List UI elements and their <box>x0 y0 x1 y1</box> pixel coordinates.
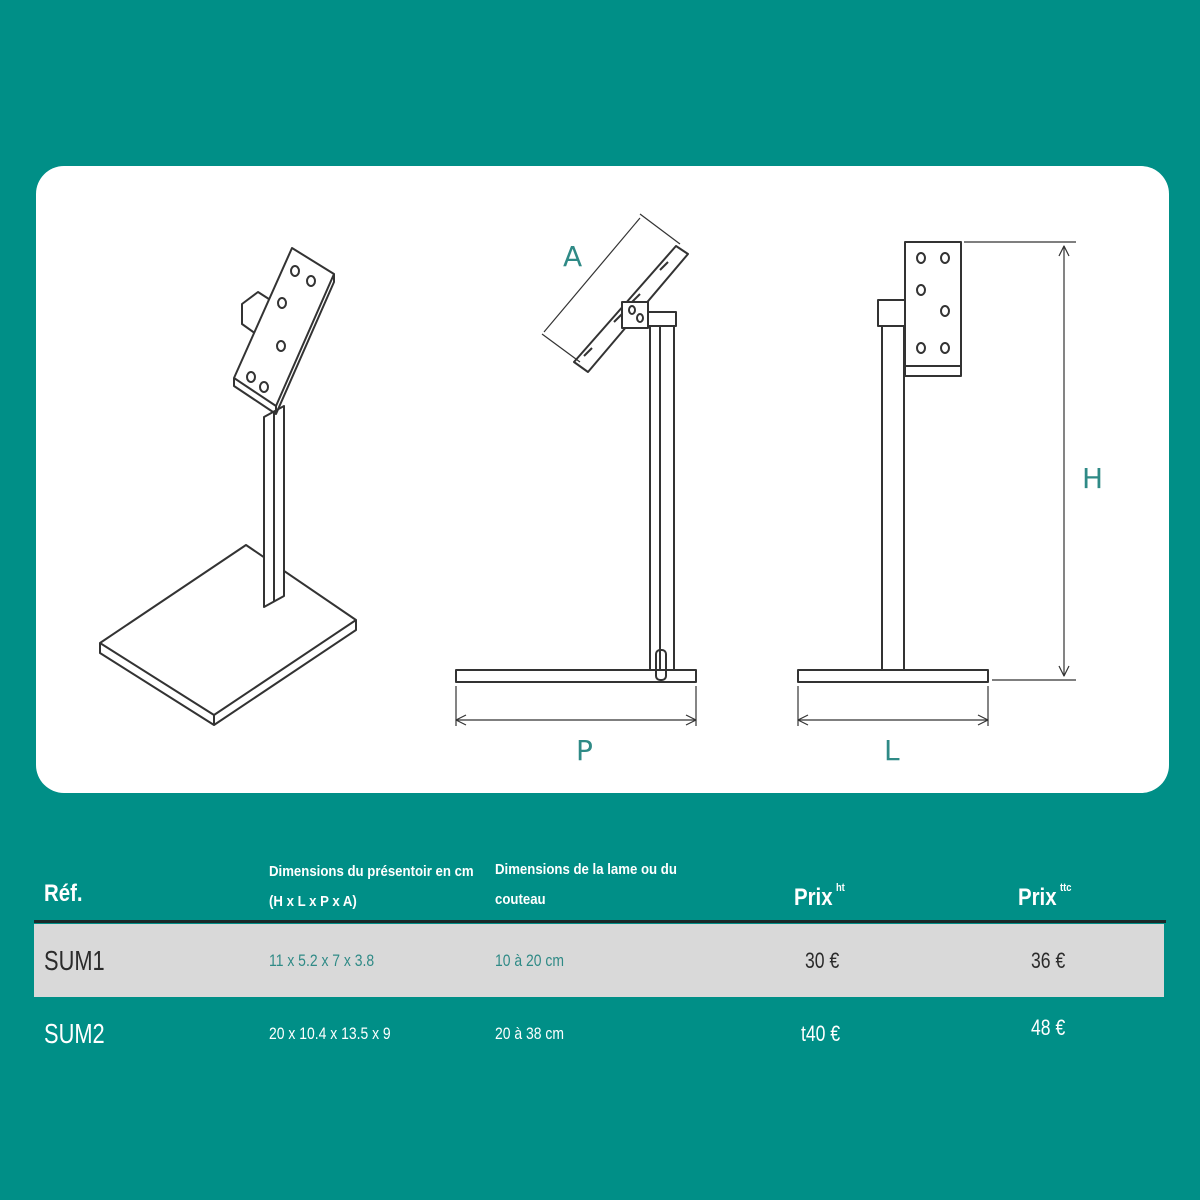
side-view <box>456 214 696 726</box>
header-prix-ttc-sup: ttc <box>1059 882 1072 894</box>
header-blade <box>495 855 677 915</box>
header-prix-ht-label: Prix <box>794 884 833 911</box>
header-prix-ht-sup: ht <box>835 882 845 894</box>
dimension-label-h: H <box>1082 462 1104 495</box>
dimension-label-a: A <box>563 240 583 273</box>
header-prix-ttc-label: Prix <box>1018 884 1057 911</box>
cell-blade: 10 à 20 cm <box>495 951 564 970</box>
price-table <box>0 840 1200 1200</box>
stand-technical-drawing <box>36 166 1169 793</box>
header-blade-line1: Dimensions de la lame ou du <box>495 861 677 878</box>
header-prix-ttc <box>1018 884 1071 912</box>
cell-dimensions: 11 x 5.2 x 7 x 3.8 <box>269 951 375 970</box>
header-dimensions-line2: (H x L x P x A) <box>269 893 357 910</box>
header-divider <box>34 920 1166 923</box>
technical-drawing-card <box>36 166 1169 793</box>
isometric-view <box>100 248 356 725</box>
header-dimensions <box>269 857 474 917</box>
table-row <box>34 997 1164 1070</box>
header-ref: Réf. <box>44 880 83 907</box>
front-view <box>798 242 1076 726</box>
header-prix-ht <box>794 884 845 912</box>
cell-prix-ht: t40 € <box>801 1021 841 1046</box>
cell-dimensions: 20 x 10.4 x 13.5 x 9 <box>269 1024 391 1043</box>
cell-ref: SUM1 <box>44 945 105 976</box>
cell-prix-ht: 30 € <box>805 948 840 973</box>
cell-ref: SUM2 <box>44 1018 105 1049</box>
cell-prix-ttc: 48 € <box>1031 1015 1066 1040</box>
cell-prix-ttc: 36 € <box>1031 948 1066 973</box>
header-dimensions-line1: Dimensions du présentoir en cm <box>269 863 474 880</box>
header-blade-line2: couteau <box>495 891 546 908</box>
dimension-label-p: P <box>576 734 593 767</box>
table-row <box>34 924 1164 997</box>
cell-blade: 20 à 38 cm <box>495 1024 564 1043</box>
dimension-label-l: L <box>884 734 900 767</box>
